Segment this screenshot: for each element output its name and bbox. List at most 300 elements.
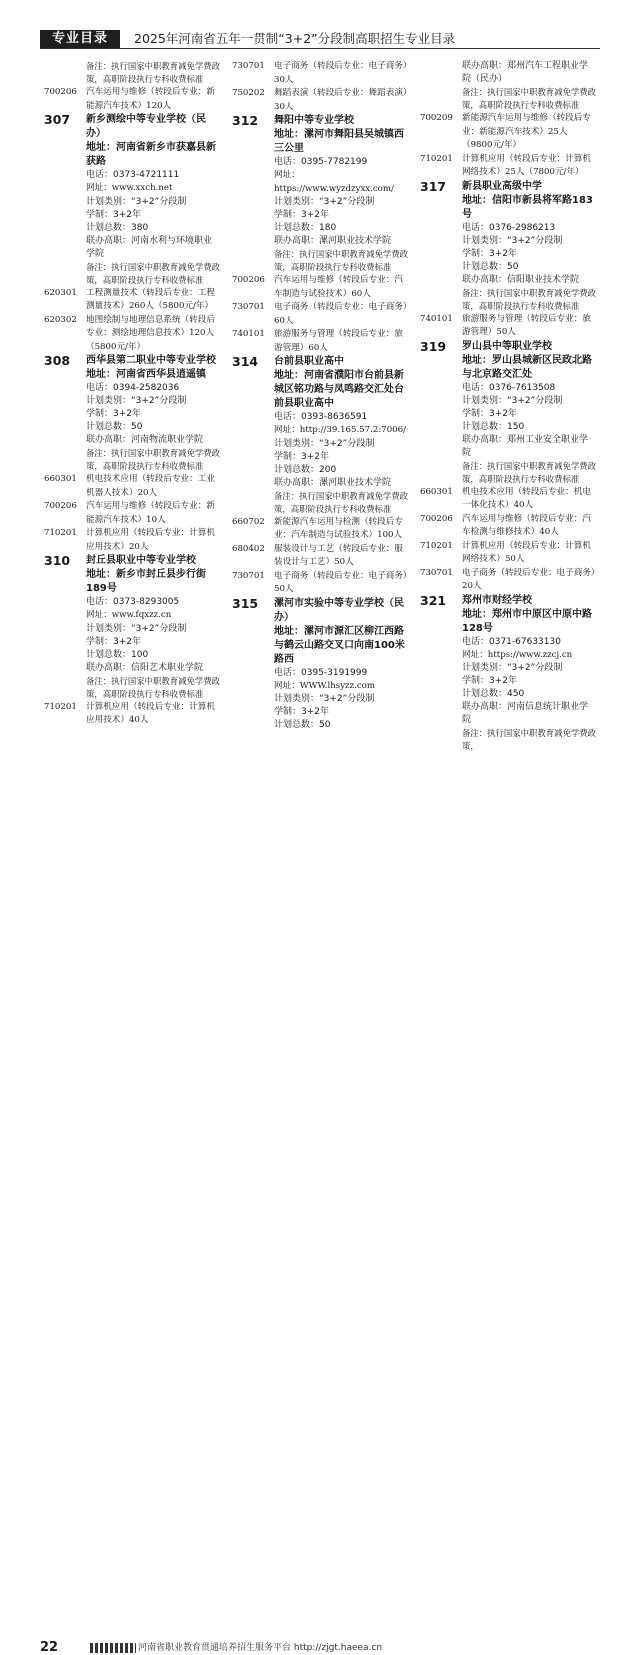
info-line xyxy=(420,60,596,86)
program-entry xyxy=(44,287,220,314)
page-footer xyxy=(0,820,640,1655)
entry-text: 机电技术应用（转段后专业：工业机器人技术）20人 xyxy=(86,474,215,498)
program-entry xyxy=(420,112,596,153)
entry-text: 电话：0394-2582036 xyxy=(86,383,180,393)
page-header xyxy=(0,0,640,48)
program-entry xyxy=(44,609,220,623)
info-line xyxy=(44,209,220,222)
entry-text: 电话：0395-7782199 xyxy=(274,157,368,167)
entry-code xyxy=(44,596,86,609)
entry-text: 电子商务（转段后专业：电子商务）30人 xyxy=(274,61,408,85)
entry-code xyxy=(44,395,86,408)
info-line xyxy=(232,438,408,451)
entry-text: 地址：河南省新乡市获嘉县新获路 xyxy=(86,142,216,167)
entry-text: 学制：3+2年 xyxy=(86,636,141,647)
program-entry xyxy=(420,313,596,340)
entry-code xyxy=(232,680,274,694)
entry-code: 319 xyxy=(420,338,447,354)
entry-text: 新县职业高级中学 xyxy=(462,180,542,192)
entry-text: 计划总数：450 xyxy=(462,689,525,699)
entry-text: 联办高职：河南水利与环境职业学院 xyxy=(86,235,213,259)
entry-code xyxy=(232,169,274,196)
entry-text: 电话：0395-3191999 xyxy=(274,667,368,678)
entry-code: 660301 xyxy=(44,474,77,484)
entry-code xyxy=(44,447,86,473)
entry-code: 321 xyxy=(420,592,447,608)
entry-code: 700206 xyxy=(44,87,77,97)
school-header xyxy=(44,554,220,568)
entry-text: 服装设计与工艺（转段后专业：服装设计与工艺）50人 xyxy=(274,543,403,567)
info-line xyxy=(44,222,220,235)
entry-text: 学制：3+2年 xyxy=(462,676,517,686)
page-number: 22 xyxy=(40,1640,59,1655)
school-header xyxy=(420,340,596,354)
entry-text: 舞阳中等专业学校 xyxy=(274,115,354,126)
entry-text: 备注：执行国家中职教育减免学费政策，高职阶段执行专科收费标准 xyxy=(462,460,596,484)
entry-code xyxy=(44,261,86,287)
entry-text: 电话：0376-7613508 xyxy=(462,382,556,393)
note-line xyxy=(232,248,408,274)
school-header xyxy=(420,594,596,608)
entry-code xyxy=(232,235,274,248)
note-line xyxy=(44,447,220,473)
entry-code xyxy=(232,719,274,732)
program-entry xyxy=(44,500,220,527)
note-line xyxy=(420,287,596,313)
entry-code xyxy=(44,169,86,182)
entry-code xyxy=(44,209,86,222)
entry-code: 620301 xyxy=(44,287,77,298)
entry-text: 联办高职：信阳职业技术学院 xyxy=(462,274,580,285)
entry-text: 机电技术应用（转段后专业：机电一体化技术）40人 xyxy=(462,486,591,510)
entry-text: 计划总数：50 xyxy=(462,261,519,272)
entry-code: 730701 xyxy=(232,570,265,581)
entry-code xyxy=(44,235,86,261)
info-line xyxy=(44,434,220,447)
entry-text: 计划类别：“3+2”分段制 xyxy=(86,196,187,207)
entry-code xyxy=(420,688,462,701)
school-header xyxy=(232,128,408,156)
entry-code xyxy=(420,194,462,222)
info-line xyxy=(420,395,596,408)
entry-text: 学制：3+2年 xyxy=(274,707,329,717)
entry-code xyxy=(44,196,86,209)
column-right xyxy=(420,60,596,753)
entry-code xyxy=(44,141,86,169)
entry-code xyxy=(232,706,274,719)
entry-code xyxy=(44,222,86,235)
entry-code xyxy=(420,395,462,408)
info-line xyxy=(420,662,596,675)
entry-text: 计划总数：180 xyxy=(274,223,337,233)
entry-code xyxy=(420,86,462,112)
entry-code xyxy=(44,568,86,596)
entry-text: 备注：执行国家中职教育减免学费政策，高职阶段执行专科收费标准 xyxy=(462,87,596,110)
entry-text: 计算机应用（转段后专业：计算机网络技术）25人（7800元/年） xyxy=(462,153,591,177)
entry-text: 电子商务（转段后专业：电子商务）20人 xyxy=(462,567,596,591)
entry-text: 备注：执行国家中职教育减免学费政策，高职阶段执行专科收费标准 xyxy=(86,675,220,699)
entry-code: 700206 xyxy=(420,513,453,524)
entry-code xyxy=(420,727,462,753)
program-entry xyxy=(420,513,596,540)
entry-code xyxy=(44,649,86,662)
footer-text: 河南省职业教育贯通培养招生服务平台 http://zjgt.haeea.cn xyxy=(138,1643,383,1653)
program-entry xyxy=(232,516,408,543)
entry-code: 740101 xyxy=(232,329,265,339)
info-line xyxy=(232,411,408,424)
entry-code xyxy=(232,209,274,222)
entry-code: 730701 xyxy=(420,567,453,578)
entry-code xyxy=(232,222,274,235)
entry-text: 学制：3+2年 xyxy=(462,408,517,419)
entry-code: 310 xyxy=(44,553,71,568)
info-line xyxy=(420,235,596,248)
entry-text: 计划总数：100 xyxy=(86,649,149,660)
program-entry xyxy=(232,543,408,570)
column-left xyxy=(44,60,220,728)
info-line xyxy=(44,636,220,649)
note-line xyxy=(44,675,220,701)
column-middle xyxy=(232,60,408,732)
entry-code xyxy=(420,636,462,649)
program-entry xyxy=(44,314,220,355)
entry-code: 730701 xyxy=(232,302,265,312)
info-line xyxy=(44,662,220,675)
info-line xyxy=(232,451,408,464)
entry-code: 312 xyxy=(232,113,259,128)
entry-code xyxy=(420,649,462,663)
entry-text: 网址：https://www.wyzdzyxx.com/ xyxy=(274,170,394,194)
entry-text: 联办高职：河南信息统计职业学院 xyxy=(462,702,589,725)
info-line xyxy=(420,675,596,688)
program-entry xyxy=(420,649,596,663)
entry-text: 电话：0373-8293005 xyxy=(86,597,180,607)
entry-text: 学制：3+2年 xyxy=(462,248,517,259)
entry-code xyxy=(420,675,462,688)
info-line xyxy=(44,421,220,434)
entry-text: 计划类别：“3+2”分段制 xyxy=(462,663,563,673)
entry-text: 汽车运用与维修（转段后专业：新能源汽车技术）120人 xyxy=(86,87,215,111)
entry-text: 联办高职：漯河职业技术学院 xyxy=(274,477,392,488)
entry-text: 地址：郑州市中原区中原中路128号 xyxy=(462,608,592,634)
entry-text: 地址：信阳市新县将军路183号 xyxy=(462,194,593,220)
program-entry xyxy=(420,153,596,180)
entry-code xyxy=(232,438,274,451)
entry-code xyxy=(232,424,274,438)
info-line xyxy=(232,693,408,706)
entry-text: 地址：漯河市舞阳县吴城镇西三公里 xyxy=(274,129,404,154)
entry-text: 电子商务（转段后专业：电子商务）60人 xyxy=(274,302,408,326)
entry-code xyxy=(44,60,86,86)
barcode-decoration xyxy=(90,1643,136,1653)
school-header xyxy=(232,369,408,411)
section-badge: 专业目录 xyxy=(40,30,120,48)
entry-text: 计划类别：“3+2”分段制 xyxy=(462,235,563,246)
entry-text: 新乡测绘中等专业学校（民办） xyxy=(86,114,206,139)
entry-text: 联办高职：漯河职业技术学院 xyxy=(274,236,392,246)
info-line xyxy=(232,719,408,732)
entry-text: 计划类别：“3+2”分段制 xyxy=(274,694,375,704)
info-line xyxy=(44,196,220,209)
info-line xyxy=(232,222,408,235)
entry-code: 307 xyxy=(44,112,71,127)
entry-code: 740101 xyxy=(420,313,453,324)
school-header xyxy=(420,608,596,636)
info-line xyxy=(420,408,596,421)
info-line xyxy=(420,701,596,727)
entry-code xyxy=(44,408,86,421)
entry-code xyxy=(232,625,274,667)
entry-code xyxy=(420,701,462,727)
program-entry xyxy=(420,540,596,567)
info-line xyxy=(232,156,408,169)
entry-code xyxy=(420,248,462,261)
entry-code: 317 xyxy=(420,178,447,194)
entry-text: 罗山县中等职业学校 xyxy=(462,340,552,352)
note-line xyxy=(420,727,596,753)
program-entry xyxy=(44,701,220,728)
entry-code xyxy=(232,196,274,209)
program-entry xyxy=(232,328,408,355)
entry-text: 备注：执行国家中职教育减免学费政策，高职阶段执行专科收费标准 xyxy=(86,61,220,84)
program-entry xyxy=(44,473,220,500)
school-header xyxy=(44,141,220,169)
entry-text: 电话：0376-2986213 xyxy=(462,222,556,233)
entry-code: 308 xyxy=(44,353,71,368)
entry-text: 学制：3+2年 xyxy=(274,451,329,462)
entry-code xyxy=(420,235,462,248)
entry-text: 郑州市财经学校 xyxy=(462,594,532,606)
entry-text: 工程测量技术（转段后专业：工程测量技术）260人（5800元/年） xyxy=(86,287,215,311)
entry-text: 计划总数：50 xyxy=(274,720,331,730)
entry-text: 联办高职：郑州汽车工程职业学院（民办） xyxy=(462,61,589,84)
entry-code xyxy=(44,675,86,701)
entry-code xyxy=(232,477,274,490)
entry-text: 旅游服务与管理（转段后专业：旅游管理）60人 xyxy=(274,329,403,353)
entry-text: 电话：0371-67633130 xyxy=(462,636,561,647)
entry-text: 电话：0373-4721111 xyxy=(86,170,180,180)
entry-code: 710201 xyxy=(44,528,77,538)
entry-code xyxy=(232,248,274,274)
entry-code xyxy=(420,261,462,274)
page-title: 2025年河南省五年一贯制“3+2”分段制高职招生专业目录 xyxy=(134,31,456,46)
entry-text: 旅游服务与管理（转段后专业：旅游管理）50人 xyxy=(462,313,591,337)
entry-code xyxy=(44,421,86,434)
entry-code: 700206 xyxy=(232,275,265,285)
entry-code xyxy=(420,608,462,636)
entry-text: 学制：3+2年 xyxy=(86,409,141,419)
entry-text: 备注：执行国家中职教育减免学费政策，高职阶段执行专科收费标准 xyxy=(274,249,408,272)
school-header xyxy=(420,194,596,222)
entry-text: 计划类别：“3+2”分段制 xyxy=(274,438,375,449)
program-entry xyxy=(44,527,220,554)
entry-text: 新能源汽车运用与检测（转段后专业：汽车制造与试验技术）100人 xyxy=(274,516,403,540)
entry-text: 联办高职：信阳艺术职业学院 xyxy=(86,662,204,673)
info-line xyxy=(420,688,596,701)
entry-code: 750202 xyxy=(232,88,265,98)
entry-text: 联办高职：河南物流职业学院 xyxy=(86,435,204,445)
school-header xyxy=(232,597,408,625)
entry-code xyxy=(232,411,274,424)
entry-text: 计划总数：200 xyxy=(274,464,337,475)
program-entry xyxy=(232,274,408,301)
entry-text: 地图绘制与地理信息系统（转段后专业：测绘地理信息技术）120人（5800元/年） xyxy=(86,314,215,352)
entry-text: 网址：WWW.lhsyzz.com xyxy=(274,680,375,691)
info-line xyxy=(232,235,408,248)
info-line xyxy=(420,261,596,274)
entry-text: 新能源汽车运用与维修（转段后专业：新能源汽车技术）25人（9800元/年） xyxy=(462,113,591,150)
entry-code: 315 xyxy=(232,595,259,611)
note-line xyxy=(232,490,408,516)
entry-code xyxy=(232,693,274,706)
program-entry xyxy=(232,424,408,438)
info-line xyxy=(420,274,596,287)
entry-code: 730701 xyxy=(232,61,265,71)
program-entry xyxy=(420,567,596,594)
school-header xyxy=(232,625,408,667)
entry-code: 710201 xyxy=(420,540,453,551)
program-entry xyxy=(420,486,596,513)
info-line xyxy=(44,169,220,182)
entry-text: 联办高职：郑州工业安全职业学院 xyxy=(462,434,589,458)
program-entry xyxy=(232,169,408,196)
entry-code xyxy=(44,662,86,675)
entry-code xyxy=(44,636,86,649)
entry-code xyxy=(420,421,462,434)
entry-text: 舞蹈表演（转段后专业：舞蹈表演）30人 xyxy=(274,88,408,112)
entry-text: 计划类别：“3+2”分段制 xyxy=(86,396,187,406)
entry-text: 备注：执行国家中职教育减免学费政策，高职阶段执行专科收费标准 xyxy=(86,448,220,471)
info-line xyxy=(420,222,596,235)
entry-code xyxy=(44,609,86,623)
entry-text: 计算机应用（转段后专业：计算机网络技术）50人 xyxy=(462,540,591,564)
entry-code xyxy=(232,451,274,464)
info-line xyxy=(44,649,220,662)
note-line xyxy=(44,60,220,86)
entry-code: 700206 xyxy=(44,501,77,511)
info-line xyxy=(232,196,408,209)
info-line xyxy=(44,596,220,609)
info-line xyxy=(232,477,408,490)
entry-text: 备注：执行国家中职教育减免学费政策， xyxy=(462,728,596,751)
entry-code: 620302 xyxy=(44,314,77,325)
school-header xyxy=(44,568,220,596)
info-line xyxy=(44,395,220,408)
entry-code xyxy=(44,382,86,395)
info-line xyxy=(232,464,408,477)
entry-text: 西华县第二职业中等专业学校 xyxy=(86,355,216,366)
note-line xyxy=(420,86,596,112)
entry-text: 汽车运用与维修（转段后专业：汽车制造与试验技术）60人 xyxy=(274,275,403,299)
note-line xyxy=(420,460,596,486)
entry-code xyxy=(232,464,274,477)
entry-text: 地址：新乡市封丘县步行街189号 xyxy=(86,569,206,594)
entry-code: 660702 xyxy=(232,516,265,527)
entry-code xyxy=(44,182,86,196)
entry-text: 台前县职业高中 xyxy=(274,356,344,367)
entry-code xyxy=(232,667,274,680)
entry-code xyxy=(420,662,462,675)
info-line xyxy=(232,667,408,680)
info-line xyxy=(420,421,596,434)
entry-text: 汽车运用与维修（转段后专业：汽车检测与维修技术）40人 xyxy=(462,513,591,537)
entry-text: 学制：3+2年 xyxy=(86,209,141,220)
entry-code xyxy=(232,490,274,516)
entry-text: 地址：河南省西华县逍遥镇 xyxy=(86,369,206,380)
info-line xyxy=(420,248,596,261)
entry-text: 电子商务（转段后专业：电子商务）50人 xyxy=(274,570,408,594)
entry-text: 计算机应用（转段后专业：计算机应用技术）20人 xyxy=(86,528,215,552)
entry-text: 备注：执行国家中职教育减免学费政策，高职阶段执行专科收费标准 xyxy=(86,261,220,285)
entry-text: 计划类别：“3+2”分段制 xyxy=(86,623,187,634)
info-line xyxy=(420,636,596,649)
entry-code xyxy=(420,382,462,395)
program-entry xyxy=(232,301,408,328)
entry-code xyxy=(420,60,462,86)
info-line xyxy=(44,235,220,261)
entry-code xyxy=(232,128,274,156)
entry-code xyxy=(420,222,462,235)
info-line xyxy=(44,382,220,395)
program-entry xyxy=(44,86,220,113)
entry-code xyxy=(420,460,462,486)
entry-text: 计划总数：380 xyxy=(86,222,149,233)
school-header xyxy=(420,354,596,382)
entry-code xyxy=(44,623,86,636)
entry-code: 660301 xyxy=(420,486,453,497)
entry-text: 漯河市实验中等专业学校（民办） xyxy=(274,597,404,623)
header-divider xyxy=(40,48,600,49)
entry-text: 地址：漯河市源汇区柳江西路与鹤云山路交叉口向南100米路西 xyxy=(274,625,405,665)
entry-text: 计划类别：“3+2”分段制 xyxy=(462,395,563,406)
entry-code: 710201 xyxy=(44,701,77,712)
entry-code: 314 xyxy=(232,354,259,369)
entry-text: 封丘县职业中等专业学校 xyxy=(86,555,196,566)
info-line xyxy=(232,706,408,719)
entry-text: 网址：www.fqxzz.cn xyxy=(86,610,172,620)
entry-code xyxy=(232,369,274,411)
school-header xyxy=(232,355,408,369)
program-entry xyxy=(44,182,220,196)
entry-code xyxy=(420,274,462,287)
entry-code xyxy=(44,368,86,382)
entry-text: 计划总数：150 xyxy=(462,421,525,432)
info-line xyxy=(420,382,596,395)
program-entry xyxy=(232,60,408,87)
school-header xyxy=(44,368,220,382)
entry-code xyxy=(232,156,274,169)
entry-text: 计划总数：50 xyxy=(86,422,143,432)
entry-text: 地址：罗山县城新区民政北路与北京路交汇处 xyxy=(462,354,592,380)
entry-code xyxy=(420,434,462,460)
entry-text: 备注：执行国家中职教育减免学费政策，高职阶段执行专科收费标准 xyxy=(274,490,408,514)
entry-text: 备注：执行国家中职教育减免学费政策，高职阶段执行专科收费标准 xyxy=(462,287,596,311)
info-line xyxy=(420,434,596,460)
entry-text: 网址：www.xxch.net xyxy=(86,183,173,193)
program-entry xyxy=(232,87,408,114)
entry-code: 680402 xyxy=(232,543,265,554)
school-header xyxy=(44,354,220,368)
entry-code: 700209 xyxy=(420,113,453,123)
entry-text: 地址：河南省濮阳市台前县新城区铭功路与凤鸣路交汇处台前县职业高中 xyxy=(274,370,404,409)
entry-text: 计划类别：“3+2”分段制 xyxy=(274,197,375,207)
entry-code xyxy=(420,287,462,313)
entry-code xyxy=(44,434,86,447)
info-line xyxy=(44,623,220,636)
entry-text: 网址：http://39.165.57.2:7006/ xyxy=(274,425,407,435)
program-entry xyxy=(232,570,408,597)
entry-code: 710201 xyxy=(420,153,453,164)
